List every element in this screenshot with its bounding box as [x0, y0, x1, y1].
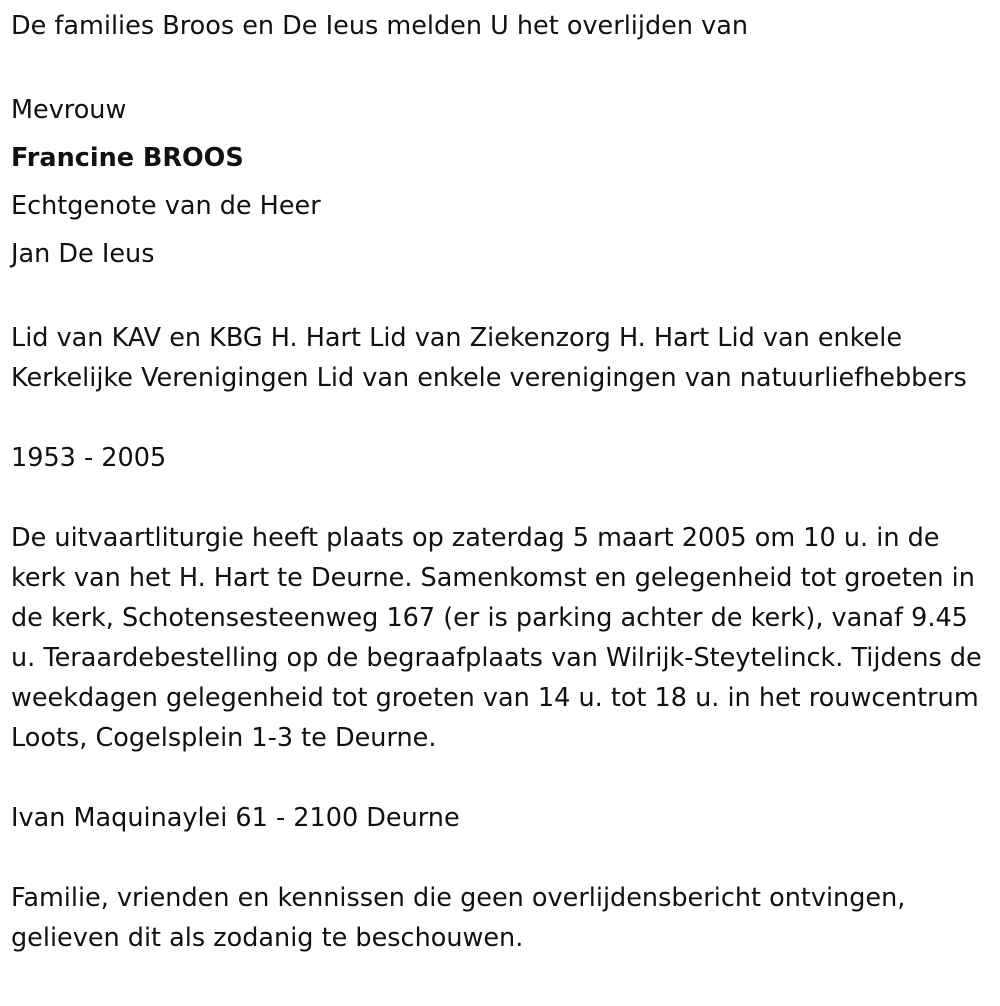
- spouse-name: Jan De Ieus: [11, 239, 155, 269]
- closing-text: Familie, vrienden en kennissen die geen overlijdensbericht ontvingen, gelieven dit als zodanig te beschouwen.: [11, 883, 906, 953]
- relation-text: Echtgenote van de Heer: [11, 191, 321, 221]
- intro-text: De families Broos en De Ieus melden U het overlijden van: [11, 11, 748, 41]
- funeral-details-text: De uitvaartliturgie heeft plaats op zaterdag 5 maart 2005 om 10 u. in de kerk van het H. Hart te Deurne. Samenkomst en gelegenheid tot groeten in de kerk, Schotensesteenweg 167 (er is parking achter de kerk), vanaf 9.45 u. Teraardebestelling op de begraafplaats van Wilrijk-Steytelinck. Tijdens de weekdagen gelegenheid tot groeten van 14 u. tot 18 u. in het rouwcentrum Loots, Cogelsplein 1-3 te Deurne.: [11, 523, 982, 753]
- deceased-name: Francine BROOS: [11, 143, 244, 173]
- title-prefix: Mevrouw: [11, 95, 127, 125]
- address-text: Ivan Maquinaylei 61 - 2100 Deurne: [11, 803, 460, 833]
- memberships-text: Lid van KAV en KBG H. Hart Lid van Ziekenzorg H. Hart Lid van enkele Kerkelijke Verenigingen Lid van enkele verenigingen van natuurliefhebbers: [11, 323, 967, 393]
- years-text: 1953 - 2005: [11, 443, 167, 473]
